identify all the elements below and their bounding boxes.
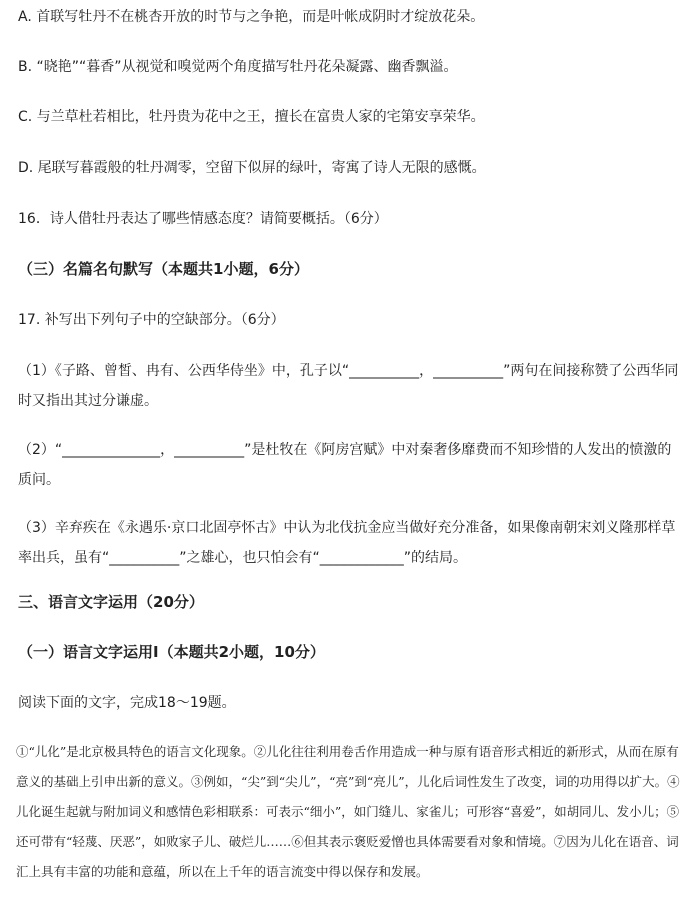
section-heading-famous-quotes: （三）名篇名句默写（本题共1小题，6分） [18,260,309,278]
subsection-heading-language-use-1: （一）语言文字运用Ⅰ（本题共2小题，10分） [18,643,325,661]
question-17-item-2: （2）“______________，__________”是杜牧在《阿房宫赋》中对秦奢侈靡费而不知珍惜的人发出的愤激的质问。 [18,442,672,488]
option-d: D. 尾联写暮霞般的牡丹凋零，空留下似屏的绿叶，寄寓了诗人无限的感慨。 [18,160,486,176]
part-heading-language-use: 三、语言文字运用（20分） [18,593,204,611]
option-b: B. “晓艳”“暮香”从视觉和嗅觉两个角度描写牡丹花朵凝露、幽香飘溢。 [18,59,458,75]
option-c: C. 与兰草杜若相比，牡丹贵为花中之王，擅长在富贵人家的宅第安享荣华。 [18,109,485,125]
question-17-item-1: （1）《子路、曾皙、冉有、公西华侍坐》中，孔子以“__________，__________”两句在间接称赞了公西华同时又指出其过分谦虚。 [18,363,679,409]
question-17: 17. 补写出下列句子中的空缺部分。（6分） [18,312,285,328]
reading-passage: ①“儿化”是北京极具特色的语言文化现象。②儿化往往利用卷舌作用造成一种与原有语音形式相近的新形式，从而在原有意义的基础上引申出新的意义。③例如，“尖”到“尖儿”，“亮”到“亮儿”，儿化后词性发生了改变，词的功用得以扩大。④儿化诞生起就与附加词义和感情色彩相联系：可表示“细小”，如门缝儿、家雀儿；可形容“喜爱”，如胡同儿、发小儿；⑤还可带有“轻蔑、厌恶”，如败家子儿、破烂儿……⑥但其表示褒贬爱憎也具体需要看对象和情境。⑦因为儿化在语音、词汇上具有丰富的功能和意蕴，所以在上千年的语言流变中得以保存和发展。 [16,744,680,879]
reading-instruction: 阅读下面的文字，完成18～19题。 [18,695,236,711]
question-17-item-3: （3）辛弃疾在《永遇乐·京口北固亭怀古》中认为北伐抗金应当做好充分准备，如果像南朝宋刘义隆那样草率出兵，虽有“__________”之雄心，也只怕会有“____________”的结局。 [18,520,676,566]
option-a: A. 首联写牡丹不在桃杏开放的时节与之争艳，而是叶帐成阴时才绽放花朵。 [18,9,485,25]
question-16: 16．诗人借牡丹表达了哪些情感态度？请简要概括。（6分） [18,211,388,227]
